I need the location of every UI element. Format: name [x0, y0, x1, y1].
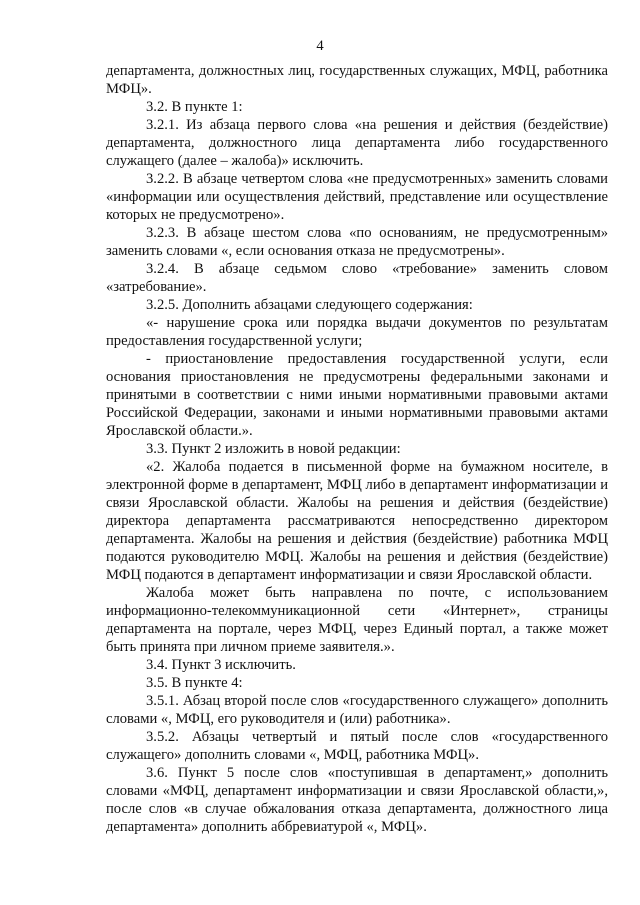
document-body	[106, 62, 608, 836]
paragraph: «2. Жалоба подается в письменной форме на бумажном носителе, в электронной форме в департамент, МФЦ либо в департамент информатизации и связи Ярославской области. Жалобы на решения и действия (бездействие) директора департамента рассматриваются непосредственно директором департамента. Жалобы на решения и действия (бездействие) работника МФЦ подаются руководителю МФЦ. Жалобы на решения и действия (бездействие) МФЦ подаются в департамент информатизации и связи Ярославской области.	[106, 459, 608, 583]
paragraph: - приостановление предоставления государственной услуги, если основания приостановления не предусмотрены федеральными законами и принятыми в соответствии с ними иными нормативными правовыми актами Российской Федерации, законами и иными нормативными правовыми актами Ярославской области.».	[106, 351, 608, 439]
paragraph: 3.2. В пункте 1:	[146, 99, 243, 115]
paragraph: 3.5. В пункте 4:	[146, 675, 243, 691]
paragraph: 3.2.1. Из абзаца первого слова «на решения и действия (бездействие) департамента, должностного лица департамента либо государственного служащего (далее – жалоба)» исключить.	[106, 117, 608, 169]
paragraph: Жалоба может быть направлена по почте, с использованием информационно-телекоммуникационной сети «Интернет», страницы департамента на портале, через МФЦ, через Единый портал, а также может быть принята при личном приеме заявителя.».	[106, 585, 608, 655]
paragraph: 3.5.2. Абзацы четвертый и пятый после слов «государственного служащего» дополнить словами «, МФЦ, работника МФЦ».	[106, 729, 608, 763]
paragraph: 3.4. Пункт 3 исключить.	[146, 657, 296, 673]
page-number: 4	[316, 38, 324, 54]
paragraph: 3.2.4. В абзаце седьмом слово «требование» заменить словом «затребование».	[106, 261, 608, 295]
paragraph: «- нарушение срока или порядка выдачи документов по результатам предоставления государственной услуги;	[106, 315, 608, 349]
paragraph: 3.2.5. Дополнить абзацами следующего содержания:	[146, 297, 473, 313]
paragraph: 3.2.2. В абзаце четвертом слова «не предусмотренных» заменить словами «информации или осуществления действий, представление или осуществление которых не предусмотрено».	[106, 171, 608, 223]
paragraph: 3.6. Пункт 5 после слов «поступившая в департамент,» дополнить словами «МФЦ, департамент информатизации и связи Ярославской области,», после слов «в случае обжалования отказа департамента, должностного лица департамента» дополнить аббревиатурой «, МФЦ».	[106, 765, 608, 835]
paragraph: департамента, должностных лиц, государственных служащих, МФЦ, работника МФЦ».	[106, 63, 608, 97]
paragraph: 3.2.3. В абзаце шестом слова «по основаниям, не предусмотренным» заменить словами «, если основания отказа не предусмотрены».	[106, 225, 608, 259]
paragraph: 3.5.1. Абзац второй после слов «государственного служащего» дополнить словами «, МФЦ, его руководителя и (или) работника».	[106, 693, 608, 727]
paragraph: 3.3. Пункт 2 изложить в новой редакции:	[146, 441, 401, 457]
